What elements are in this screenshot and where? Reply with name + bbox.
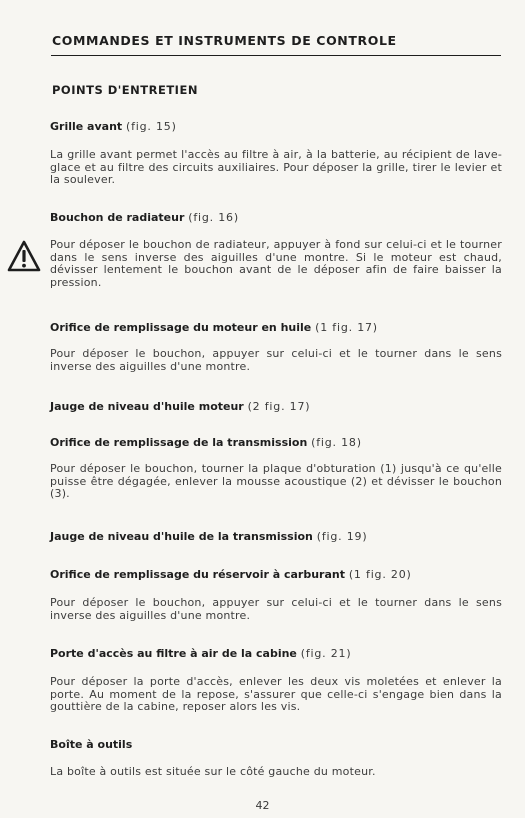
- item-heading-label: Jauge de niveau d'huile de la transmission: [50, 530, 313, 543]
- figure-reference: (1 fig. 20): [348, 568, 412, 581]
- figure-reference: (fig. 18): [311, 436, 362, 449]
- page-number: 42: [255, 799, 270, 812]
- figure-reference: (fig. 16): [188, 211, 239, 224]
- item-text-cab-filter-door: Pour déposer la porte d'accès, enlever les deux vis moletées et enlever la porte. Au moment de la repose, s'assurer que celle-ci s'engage bien dans la gouttière de la cabine, reposer alors les vis.: [50, 675, 502, 713]
- item-heading-label: Boîte à outils: [50, 738, 133, 751]
- warning-triangle-icon: [7, 240, 41, 272]
- item-heading-transmission-filler: [50, 436, 362, 449]
- item-text-engine-oil-filler: Pour déposer le bouchon, appuyer sur celui-ci et le tourner dans le sens inverse des aiguilles d'une montre.: [50, 347, 502, 373]
- item-heading-label: Grille avant: [50, 120, 123, 133]
- item-heading-label: Porte d'accès au filtre à air de la cabine: [50, 647, 297, 660]
- figure-reference: (fig. 19): [316, 530, 368, 543]
- item-heading-label: Jauge de niveau d'huile moteur: [50, 400, 244, 413]
- item-heading-engine-oil-dipstick: [50, 400, 310, 413]
- item-heading-label: Orifice de remplissage du moteur en huile: [50, 321, 312, 334]
- item-heading-label: Bouchon de radiateur: [50, 211, 185, 224]
- item-text-transmission-filler: Pour déposer le bouchon, tourner la plaque d'obturation (1) jusqu'à ce qu'elle puisse être dégagée, enlever la mousse acoustique (2) et dévisser le bouchon (3).: [50, 462, 502, 500]
- item-heading-engine-oil-filler: [50, 321, 378, 334]
- item-heading-toolbox: [50, 738, 132, 751]
- item-heading-radiator-cap: [50, 211, 239, 224]
- item-heading-fuel-filler: [50, 568, 412, 581]
- item-heading-label: Orifice de remplissage du réservoir à carburant: [50, 568, 345, 581]
- figure-reference: (1 fig. 17): [315, 321, 378, 334]
- figure-reference: (fig. 15): [126, 120, 177, 133]
- page-header: COMMANDES ET INSTRUMENTS DE CONTROLE: [52, 33, 397, 48]
- item-text-radiator-cap: Pour déposer le bouchon de radiateur, appuyer à fond sur celui-ci et le tourner dans le sens inverse des aiguilles d'une montre. Si le moteur est chaud, dévisser lentement le bouchon avant de le déposer afin de faire baisser la pression.: [50, 238, 502, 289]
- item-heading-cab-filter-door: [50, 647, 351, 660]
- item-heading-label: Orifice de remplissage de la transmission: [50, 436, 308, 449]
- item-text-fuel-filler: Pour déposer le bouchon, appuyer sur celui-ci et le tourner dans le sens inverse des aiguilles d'une montre.: [50, 596, 502, 622]
- figure-reference: (fig. 21): [300, 647, 352, 660]
- item-heading-front-grille: [50, 120, 177, 133]
- header-rule: [51, 55, 501, 56]
- item-heading-transmission-dipstick: [50, 530, 367, 543]
- item-text-front-grille: La grille avant permet l'accès au filtre à air, à la batterie, au récipient de lave-glace et au filtre des circuits auxiliaires. Pour déposer la grille, tirer le levier et la soulever.: [50, 148, 502, 186]
- section-title: POINTS D'ENTRETIEN: [52, 83, 198, 97]
- figure-reference: (2 fig. 17): [247, 400, 311, 413]
- item-text-toolbox: La boîte à outils est située sur le côté gauche du moteur.: [50, 765, 376, 778]
